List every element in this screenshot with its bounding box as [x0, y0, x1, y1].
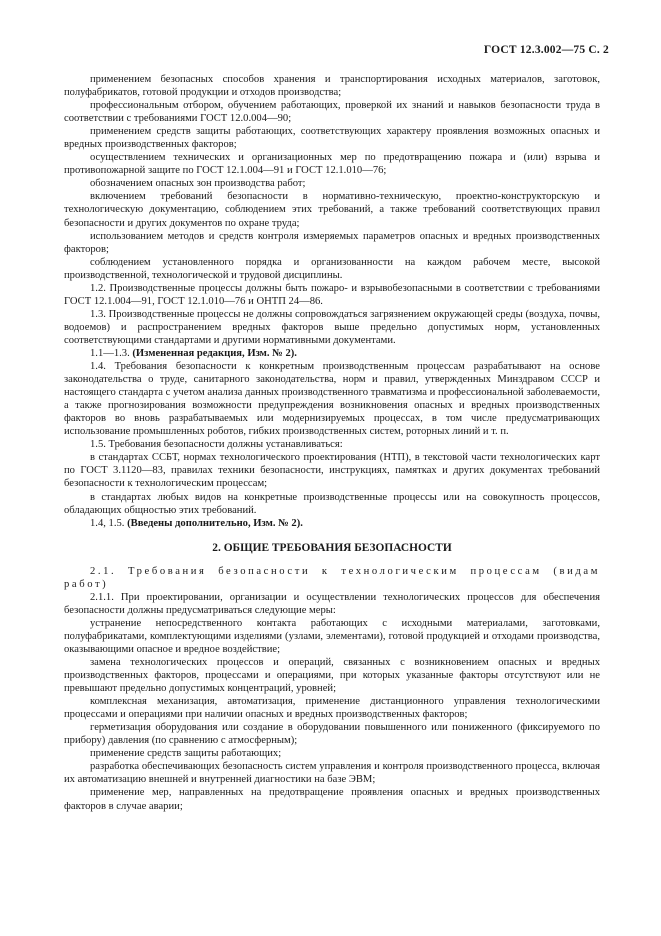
- paragraph: использованием методов и средств контроля измеряемых параметров опасных и вредных производственных факторов;: [64, 230, 600, 255]
- paragraph: разработка обеспечивающих безопасность систем управления и контроля производственного процесса, включая их автоматизацию внешней и внутренней диагностики на базе ЭВМ;: [64, 761, 600, 786]
- clause-1-2: 1.2. Производственные процессы должны быть пожаро- и взрывобезопасными в соответствии с требованиями ГОСТ 12.1.004—91, ГОСТ 12.1.010—76 и ОНТП 24—86.: [64, 282, 600, 307]
- page-header: ГОСТ 12.3.002—75 С. 2: [483, 44, 609, 56]
- amendment-clauses: 1.1—1.3.: [90, 347, 130, 359]
- paragraph: профессиональным отбором, обучением работающих, проверкой их знаний и навыков безопасности труда в соответствии с требованиями ГОСТ 12.0.004—90;: [64, 100, 600, 125]
- amendment-note: [64, 517, 600, 530]
- document-body: [64, 73, 600, 813]
- amendment-clauses: 1.4, 1.5.: [90, 517, 125, 529]
- clause-1-3: 1.3. Производственные процессы не должны сопровождаться загрязнением окружающей среды (воздуха, почвы, водоемов) и распространением вредных факторов выше предельно допустимых норм, установленных соответствующими стандартами и другими нормативными документами.: [64, 308, 600, 346]
- paragraph: комплексная механизация, автоматизация, применение дистанционного управления технологическими процессами и операциями при наличии опасных и вредных производственных факторов;: [64, 696, 600, 721]
- paragraph: устранение непосредственного контакта работающих с исходными материалами, заготовками, полуфабрикатами, комплектующими изделиями (узлами, элементами), готовой продукцией и отходами производства, оказывающими опасное и вредное воздействие;: [64, 617, 600, 655]
- paragraph: соблюдением установленного порядка и организованности на каждом рабочем месте, высокой производственной, технологической и трудовой дисциплины.: [64, 256, 600, 281]
- clause-1-5: 1.5. Требования безопасности должны устанавливаться:: [90, 439, 343, 451]
- paragraph: в стандартах ССБТ, нормах технологического проектирования (НТП), в текстовой части технологических карт по ГОСТ 3.1120—83, правилах техники безопасности, инструкциях, памятках и других документах требований безопасности к технологическим процессам;: [64, 452, 600, 490]
- paragraph: в стандартах любых видов на конкретные производственные процессы или на совокупность процессов, обладающих общностью этих требований.: [64, 491, 600, 516]
- paragraph: замена технологических процессов и операций, связанных с возникновением опасных и вредных производственных факторов, процессами и операциями, при которых указанные факторы отсутствуют или не превышают предельно допустимых концентраций, уровней;: [64, 657, 600, 695]
- amendment-text: (Введены дополнительно, Изм. № 2).: [127, 517, 303, 529]
- clause-2-1-1: 2.1.1. При проектировании, организации и осуществлении технологических процессов для обеспечения безопасности должны предусматриваться следующие меры:: [64, 591, 600, 616]
- section-title: 2. ОБЩИЕ ТРЕБОВАНИЯ БЕЗОПАСНОСТИ: [212, 541, 452, 554]
- amendment-text: (Измененная редакция, Изм. № 2).: [132, 347, 297, 359]
- clause-2-1: 2.1. Требования безопасности к технологическим процессам (видам работ): [64, 565, 600, 590]
- paragraph: применение средств защиты работающих;: [90, 748, 282, 760]
- paragraph: применением средств защиты работающих, соответствующих характеру проявления возможных опасных и вредных производственных факторов;: [64, 126, 600, 151]
- amendment-note: [64, 347, 600, 360]
- paragraph: обозначением опасных зон производства работ;: [90, 178, 306, 190]
- clause-1-4: 1.4. Требования безопасности к конкретным производственным процессам разрабатывают на основе законодательства о труде, санитарного законодательства, норм и правил, утвержденных Минздравом СССР и настоящего стандарта с учетом анализа данных производственного травматизма и профессиональной заболеваемости, а также прогнозирования возможности предупреждения возникновения опасных и вредных производственных факторов во вновь разрабатываемых или модернизируемых процессах, в том числе предусматривающих использование промышленных роботов, гибких производственных систем, роторных линий и т. п.: [64, 361, 600, 438]
- paragraph: осуществлением технических и организационных мер по предотвращению пожара и (или) взрыва и противопожарной защите по ГОСТ 12.1.004—91 и ГОСТ 12.1.010—76;: [64, 152, 600, 177]
- paragraph: применением безопасных способов хранения и транспортирования исходных материалов, заготовок, полуфабрикатов, готовой продукции и отходов производства;: [64, 74, 600, 99]
- paragraph: включением требований безопасности в нормативно-техническую, проектно-конструкторскую и технологическую документацию, соблюдением этих требований, а также требований соответствующих правил безопасности и других документов по охране труда;: [64, 191, 600, 229]
- paragraph: применение мер, направленных на предотвращение проявления опасных и вредных производственных факторов в случае аварии;: [64, 787, 600, 812]
- paragraph: герметизация оборудования или создание в оборудовании повышенного или пониженного (фиксируемого по прибору) давления (по сравнению с атмосферным);: [64, 722, 600, 747]
